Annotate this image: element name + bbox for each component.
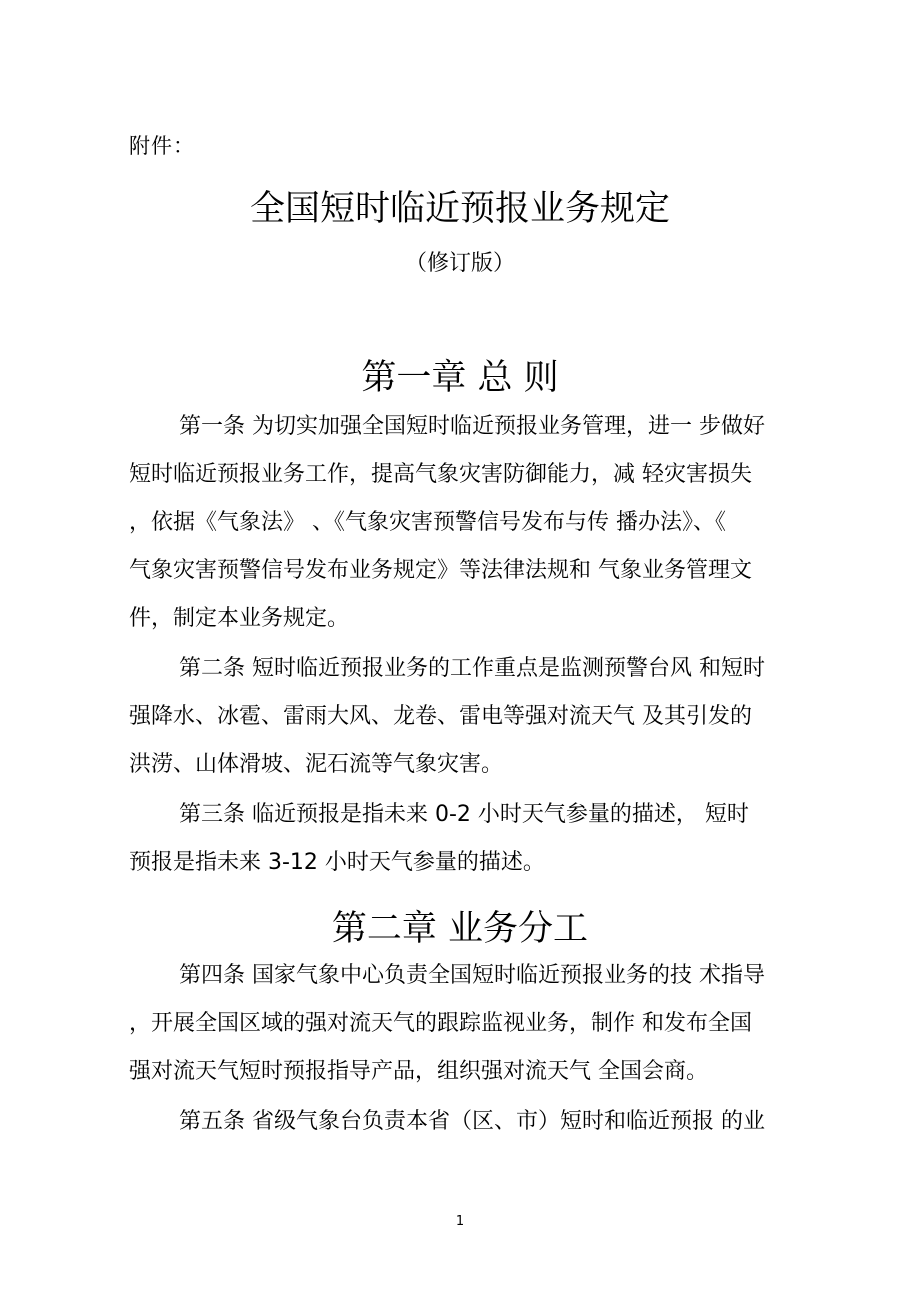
chapter-heading-2: 第二章 业务分工 [331,909,589,949]
article-line: ，开展全国区域的强对流天气的跟踪监视业务，制作 和发布全国 [129,1011,752,1036]
article-line: 第一条 为切实加强全国短时临近预报业务管理，进一 步做好 [179,414,765,439]
article-line: 强对流天气短时预报指导产品，组织强对流天气 全国会商。 [129,1059,708,1084]
document-title: 全国短时临近预报业务规定 [249,189,670,229]
article-4 [129,952,789,1096]
document-subtitle: （修订版） [404,251,515,276]
article-3 [129,791,789,887]
article-line: 第四条 国家气象中心负责全国短时临近预报业务的技 术指导 [179,963,765,988]
article-line: 强降水、冰雹、雷雨大风、龙卷、雷电等强对流天气 及其引发的 [129,704,752,729]
page-number: 1 [455,1214,465,1229]
article-line: 洪涝、山体滑坡、泥石流等气象灾害。 [129,752,504,777]
attachment-label: 附件： [129,134,195,158]
article-5 [129,1098,789,1146]
article-line: 短时临近预报业务工作，提高气象灾害防御能力，减 轻灾害损失 [129,462,752,487]
article-line: 第三条 临近预报是指未来 0-2 小时天气参量的描述， 短时 [179,802,749,827]
article-line: 件，制定本业务规定。 [129,606,350,631]
article-2 [129,645,789,789]
chapter-heading-1: 第一章 总 则 [361,358,559,398]
article-1 [129,403,789,643]
article-line: 第五条 省级气象台负责本省（区、市）短时和临近预报 的业 [179,1109,765,1134]
article-line: ，依据《气象法》 、《气象灾害预警信号发布与传 播办法》、《 [129,510,726,535]
article-line: 第二条 短时临近预报业务的工作重点是监测预警台风 和短时 [179,656,765,681]
article-line: 预报是指未来 3-12 小时天气参量的描述。 [129,850,545,875]
article-line: 气象灾害预警信号发布业务规定》等法律法规和 气象业务管理文 [129,558,752,583]
